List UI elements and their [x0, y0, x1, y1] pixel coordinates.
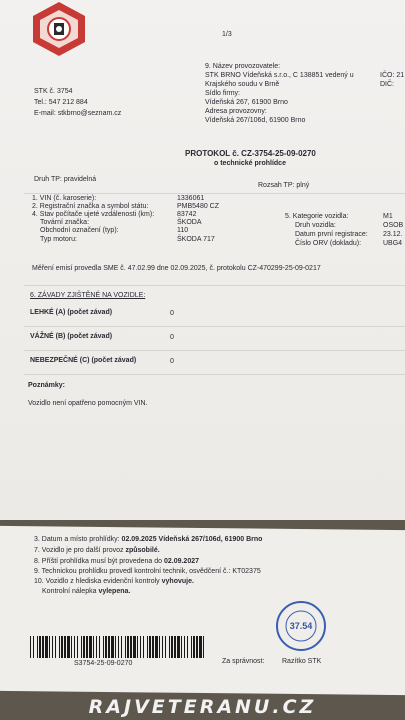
- protocol-title: PROTOKOL č. CZ-3754-25-09-0270: [185, 149, 316, 158]
- defects-dangerous-label: NEBEZPEČNÉ (C) (počet závad): [30, 357, 137, 364]
- category-label: 5. Kategorie vozidla:: [285, 213, 349, 220]
- separator: [24, 350, 405, 351]
- defects-light-label: LEHKÉ (A) (počet závad): [30, 309, 113, 316]
- first-registration-label: Datum první registrace:: [295, 231, 368, 238]
- separator: [24, 374, 405, 375]
- engine-value: ŠKODA 717: [177, 236, 215, 243]
- defects-dangerous-value: 0: [170, 358, 174, 365]
- notes-heading: Poznámky:: [28, 382, 65, 389]
- separator: [24, 326, 405, 327]
- defects-serious-value: 0: [170, 334, 174, 341]
- vehicle-kind-label: Druh vozidla:: [295, 222, 336, 229]
- orv-label: Číslo ORV (dokladu):: [295, 240, 362, 247]
- inspection-scope: Rozsah TP: plný: [258, 182, 310, 189]
- category-value: M1: [383, 213, 393, 220]
- stk-hexagon-stamp-icon: [28, 0, 90, 58]
- separator: [24, 285, 405, 286]
- roadworthiness: 7. Vozidlo je pro další provoz způsobilé.: [34, 547, 160, 554]
- emissions-note: Měření emisí provedla SME č. 47.02.99 dne 02.09.2025, č. protokolu CZ-470299-25-09-0217: [32, 265, 321, 272]
- vehicle-kind-value: OSOB: [383, 222, 404, 229]
- barcode-icon: [28, 636, 208, 658]
- vin-label: 1. VIN (č. karoserie):: [32, 195, 97, 202]
- premises-label: Adresa provozovny:: [205, 108, 267, 115]
- inspection-type: Druh TP: pravidelná: [34, 176, 97, 183]
- premises-address: Vídeňská 267/106d, 61900 Brno: [205, 117, 306, 124]
- protocol-subtitle: o technické prohlídce: [214, 160, 286, 167]
- provider-name: STK BRNO Vídeňská s.r.o., C 138851 vedený u: [205, 72, 354, 79]
- notes-text: Vozidlo není opatřeno pomocným VIN.: [28, 400, 148, 407]
- registration-label: 2. Registrační značka a symbol státu:: [32, 203, 149, 210]
- odometer-value: 83742: [177, 211, 197, 218]
- round-stk-stamp-icon: [275, 600, 327, 652]
- orv-value: UBG4: [383, 240, 403, 247]
- stamp-number: 37.54: [289, 621, 313, 631]
- technician: 9. Technickou prohlídku provedl kontrolní technik, osvědčení č.: KT02375: [34, 568, 261, 575]
- make-label: Tovární značka:: [40, 219, 90, 226]
- inspection-date-place: 3. Datum a místo prohlídky: 02.09.2025 Vídeňská 267/106d, 61900 Brno: [34, 536, 263, 543]
- registration-check: 10. Vozidlo z hlediska evidenční kontroly vyhovuje.: [34, 578, 194, 585]
- next-inspection: 8. Příští prohlídka musí být provedena do 02.09.2027: [34, 558, 200, 565]
- defects-heading: 6. ZÁVADY ZJIŠTĚNÉ NA VOZIDLE:: [30, 292, 146, 299]
- model-label: Obchodní označení (typ):: [40, 227, 119, 234]
- watermark: RAJVETERANU.CZ: [88, 696, 317, 718]
- page-number: 1/3: [222, 31, 232, 38]
- defects-light-value: 0: [170, 310, 174, 317]
- correctness-label: Za správnost:: [222, 658, 265, 665]
- vin-value: 1336061: [177, 195, 205, 202]
- dic: DIČ:: [380, 81, 394, 88]
- registration-value: PMB5480 CZ: [177, 203, 220, 210]
- first-registration-value: 23.12.: [383, 231, 403, 238]
- odometer-label: 4. Stav počítače ujeté vzdálenosti (km):: [32, 211, 155, 218]
- inspection-sticker: Kontrolní nálepka vylepena.: [42, 588, 131, 595]
- defects-serious-label: VÁŽNÉ (B) (počet závad): [30, 333, 113, 340]
- make-value: ŠKODA: [177, 219, 202, 226]
- barcode-text: S3754-25-09-0270: [74, 660, 133, 667]
- stk-number: STK č. 3754: [34, 88, 73, 95]
- seat-address: Vídeňská 267, 61900 Brno: [205, 99, 288, 106]
- seat-label: Sídlo firmy:: [205, 90, 241, 97]
- stk-email: E-mail: stkbrno@seznam.cz: [34, 110, 122, 117]
- stk-phone: Tel.: 547 212 884: [34, 99, 88, 106]
- provider-court: Krajského soudu v Brně: [205, 81, 280, 88]
- engine-label: Typ motoru:: [40, 236, 77, 243]
- stamp-label: Razítko STK: [282, 658, 322, 665]
- ico: IČO: 21: [380, 72, 405, 79]
- separator: [24, 193, 405, 194]
- provider-label: 9. Název provozovatele:: [205, 63, 281, 70]
- model-value: 110: [177, 227, 189, 234]
